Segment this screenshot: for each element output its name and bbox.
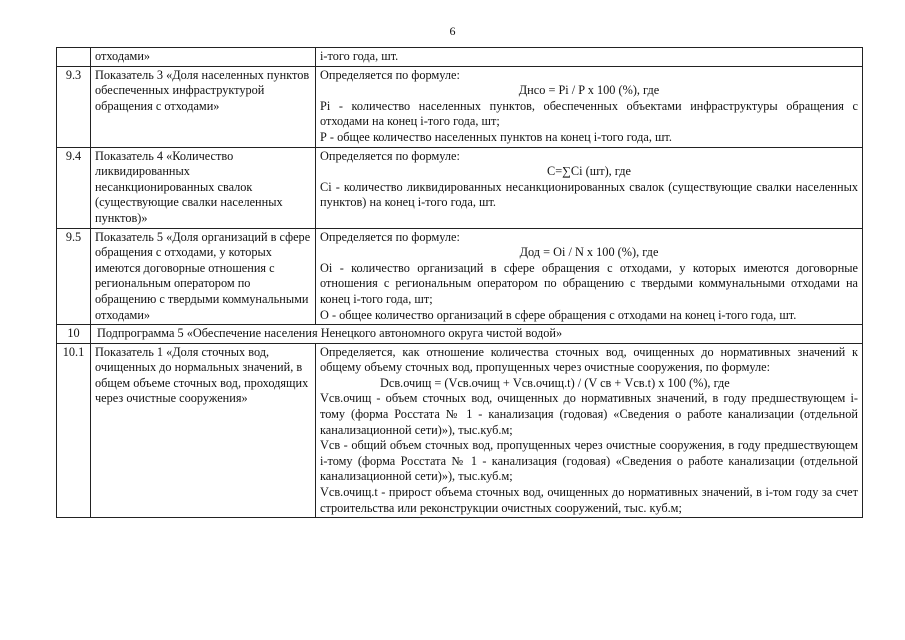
method-intro: Определяется по формуле: (320, 148, 460, 163)
table-row (57, 228, 863, 325)
row-number: 9.5 (57, 228, 91, 325)
subprogram-title: Подпрограмма 5 «Обеспечение населения Ненецкого автономного округа чистой водой» (91, 325, 863, 344)
definition-text: i-того года, шт. (320, 49, 399, 63)
row-number: 9.4 (57, 147, 91, 228)
method-intro: Определяется по формуле: (320, 229, 460, 244)
section-row (57, 325, 863, 344)
indicator-method (316, 228, 863, 325)
indicator-name: Показатель 5 «Доля организаций в сфере обращения с отходами, у которых имеются договорные отношения с региональным оператором по обращению с твердыми коммунальными отходами» (91, 228, 316, 325)
method-intro: Определяется по формуле: (320, 67, 460, 82)
formula: Дод = Oi / N x 100 (%), где (519, 245, 659, 260)
row-number: 10 (57, 325, 91, 344)
indicator-method (316, 66, 863, 147)
indicator-method (316, 48, 863, 67)
row-number (57, 48, 91, 67)
indicator-method (316, 147, 863, 228)
definition-text: Pi - количество населенных пунктов, обеспеченных объектами инфраструктуры обращения с отходами на конец i-того года, шт; (320, 98, 858, 129)
table-row (57, 48, 863, 67)
definition-text: Р - общее количество населенных пунктов на конец i-того года, шт. (320, 129, 672, 144)
indicator-name: отходами» (91, 48, 316, 67)
table-row (57, 66, 863, 147)
indicator-name: Показатель 1 «Доля сточных вод, очищенных до нормальных значений, в общем объеме сточных вод, проходящих через очистные сооружения» (91, 343, 316, 518)
page-number: 6 (449, 24, 456, 38)
method-intro: Определяется, как отношение количества сточных вод, очищенных до нормативных значений к общему объему сточных вод, пропущенных через очистные сооружения, по формуле: (320, 344, 858, 375)
indicator-name: Показатель 4 «Количество ликвидированных несанкционированных свалок (существующие свалки населенных пунктов)» (91, 147, 316, 228)
formula: Dсв.очищ = (Vсв.очищ + Vсв.очищ.t) / (V св + Vсв.t) x 100 (%), где (380, 375, 730, 390)
definition-text: О - общее количество организаций в сфере обращения с отходами на конец i-того года, шт. (320, 307, 797, 322)
indicator-method (316, 343, 863, 518)
table-row (57, 343, 863, 518)
definition-text: Ci - количество ликвидированных несанкционированных свалок (существующие свалки населенных пунктов) на конец i-того года, шт. (320, 179, 858, 210)
definition-text: Oi - количество организаций в сфере обращения с отходами, у которых имеются договорные отношения с региональным оператором по обращению с твердыми коммунальными отходами на конец i-того года, шт; (320, 260, 858, 306)
definition-text: Vсв.очищ.t - прирост объема сточных вод, очищенных до нормативных значений, в i-том году за счет строительства или реконструкции очистных сооружений, тыс. куб.м; (320, 485, 858, 515)
indicators-table (56, 47, 863, 518)
row-number: 9.3 (57, 66, 91, 147)
table-row (57, 147, 863, 228)
definition-text: Vсв.очищ - объем сточных вод, очищенных до нормативных значений, в году предшествующем i-тому (форма Росстата № 1 - канализация (годовая) «Сведения о работе канализации (отдельной канализационной сети)»), тыс.куб.м; (320, 391, 858, 437)
row-number: 10.1 (57, 343, 91, 518)
definition-text: Vсв - общий объем сточных вод, пропущенных через очистные сооружения, в году предшествующем i-тому (форма Росстата № 1 - канализация (годовая) «Сведения о работе канализации (отдельной канализационной сети)»), тыс.куб.м; (320, 438, 858, 484)
indicator-name: Показатель 3 «Доля населенных пунктов обеспеченных инфраструктурой обращения с отходами» (91, 66, 316, 147)
formula: Днсо = Pi / P x 100 (%), где (518, 83, 660, 98)
formula: C=∑Ci (шт), где (547, 164, 631, 179)
